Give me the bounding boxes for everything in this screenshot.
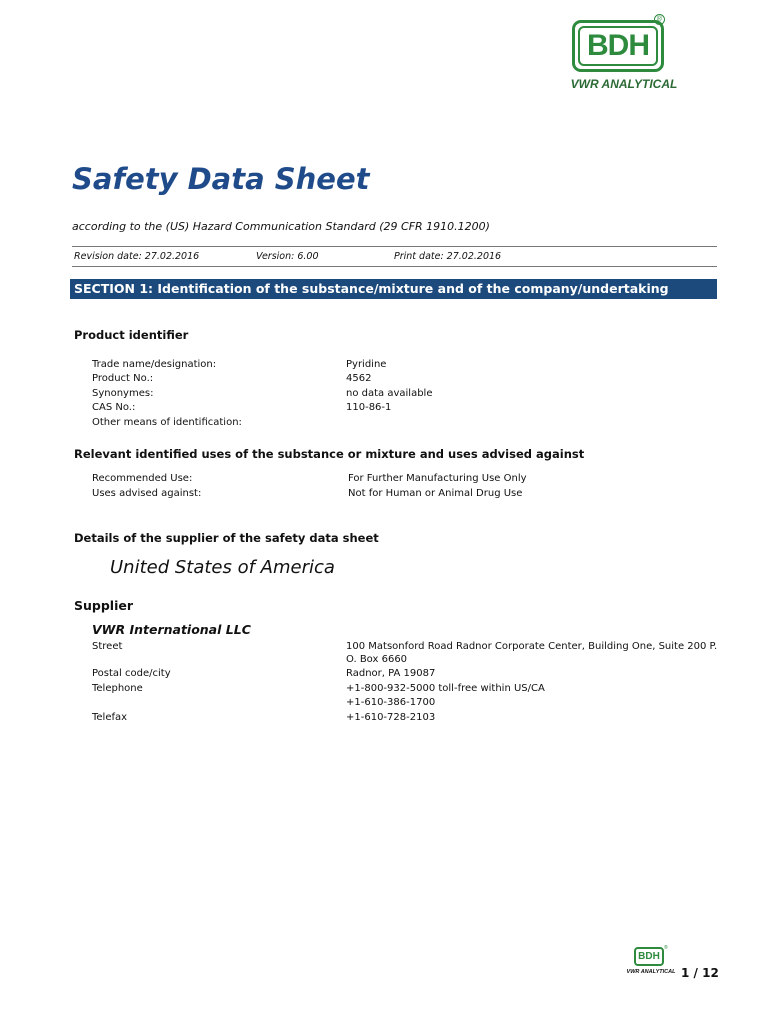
trade-name-label: Trade name/designation: (92, 359, 217, 370)
uses-advised-against-label: Uses advised against: (92, 488, 202, 499)
registered-mark: ® (654, 14, 665, 25)
document-title: Safety Data Sheet (72, 162, 370, 196)
postal-code-label: Postal code/city (92, 668, 171, 679)
revision-date: Revision date: 27.02.2016 (74, 251, 200, 262)
document-subtitle: according to the (US) Hazard Communication Standard (29 CFR 1910.1200) (72, 220, 490, 233)
supplier-details-heading: Details of the supplier of the safety data sheet (74, 531, 379, 545)
page-number: 1 / 12 (681, 966, 719, 980)
supplier-heading: Supplier (74, 598, 134, 613)
telephone-value-line1: +1-800-932-5000 toll-free within US/CA (346, 683, 545, 694)
telefax-value: +1-610-728-2103 (346, 712, 436, 723)
divider-top (72, 246, 717, 247)
print-date: Print date: 27.02.2016 (394, 251, 502, 262)
product-identifier-heading: Product identifier (74, 328, 189, 342)
street-value-line1: 100 Matsonford Road Radnor Corporate Center, Building One, Suite 200 P. (346, 641, 718, 652)
footer-bdh-logo (626, 945, 686, 981)
cas-no-value: 110-86-1 (346, 402, 392, 413)
logo-frame (572, 20, 664, 72)
company-name: VWR International LLC (92, 622, 251, 637)
relevant-uses-heading: Relevant identified uses of the substance or mixture and uses advised against (74, 447, 585, 461)
uses-advised-against-value: Not for Human or Animal Drug Use (348, 488, 523, 499)
country-heading: United States of America (110, 557, 335, 578)
recommended-use-label: Recommended Use: (92, 473, 193, 484)
recommended-use-value: For Further Manufacturing Use Only (348, 473, 527, 484)
product-no-label: Product No.: (92, 373, 154, 384)
logo-tagline: VWR ANALYTICAL (570, 77, 678, 91)
synonymes-value: no data available (346, 388, 433, 399)
telephone-label: Telephone (92, 683, 143, 694)
logo-brand-text: BDH (578, 26, 658, 66)
footer-logo-tagline: VWR ANALYTICAL (626, 969, 676, 975)
section-1-heading: SECTION 1: Identification of the substance/mixture and of the company/undertaking (70, 279, 717, 299)
version: Version: 6.00 (256, 251, 319, 262)
cas-no-label: CAS No.: (92, 402, 136, 413)
telephone-value-line2: +1-610-386-1700 (346, 697, 436, 708)
street-label: Street (92, 641, 123, 652)
bdh-logo (569, 16, 679, 96)
trade-name-value: Pyridine (346, 359, 387, 370)
postal-code-value: Radnor, PA 19087 (346, 668, 436, 679)
divider-bottom (72, 266, 717, 267)
synonymes-label: Synonymes: (92, 388, 154, 399)
product-no-value: 4562 (346, 373, 372, 384)
street-value-line2: O. Box 6660 (346, 654, 408, 665)
footer-registered-mark: ® (664, 945, 668, 951)
footer-logo-brand: BDH (634, 947, 664, 966)
other-means-label: Other means of identification: (92, 417, 242, 428)
telefax-label: Telefax (92, 712, 128, 723)
